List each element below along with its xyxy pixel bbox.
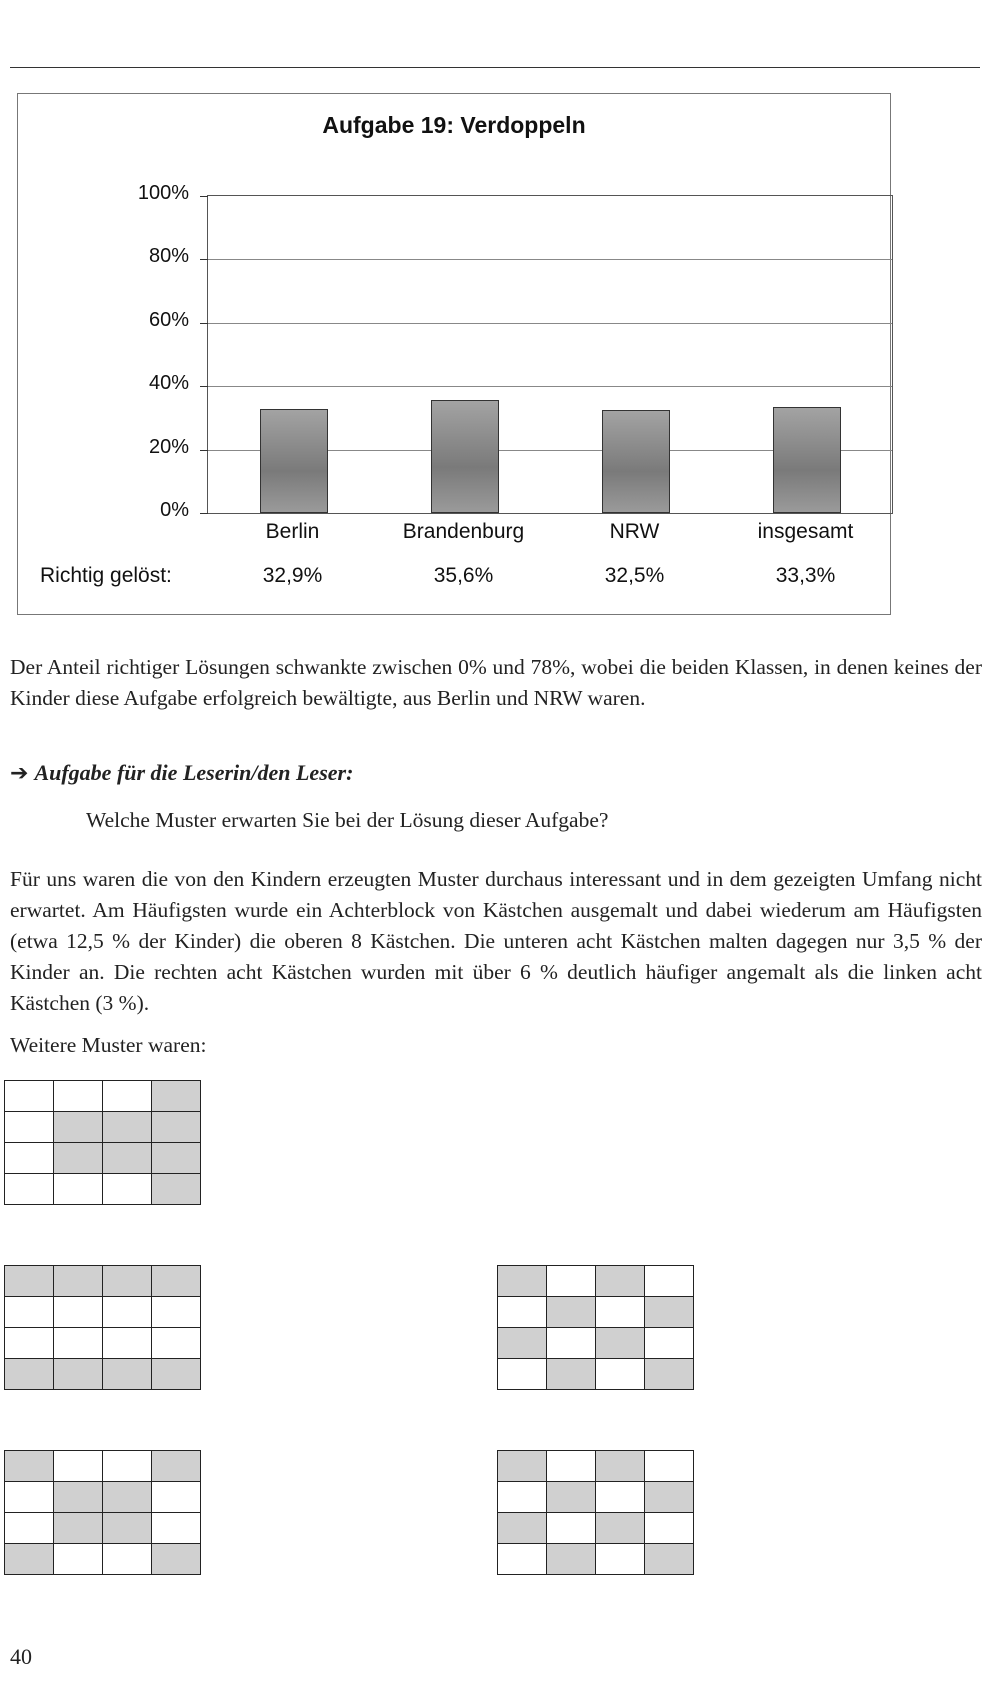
y-tick-mark — [200, 513, 208, 514]
gridline — [208, 386, 892, 387]
page-number: 40 — [10, 1644, 32, 1669]
y-tick-mark — [200, 323, 208, 324]
grid-cell-filled — [498, 1266, 547, 1297]
grid-cell-empty — [498, 1544, 547, 1575]
grid-cell-empty — [103, 1544, 152, 1575]
grid-cell-empty — [54, 1451, 103, 1482]
grid-cell-empty — [54, 1174, 103, 1205]
grid-cell-empty — [152, 1297, 201, 1328]
grid-cell-filled — [596, 1451, 645, 1482]
grid-cell-empty — [152, 1328, 201, 1359]
grid-cell-filled — [103, 1513, 152, 1544]
value-label: 32,5% — [604, 564, 665, 587]
grid-cell-empty — [152, 1513, 201, 1544]
y-tick-label: 60% — [148, 308, 189, 331]
x-category-label: insgesamt — [757, 520, 854, 543]
grid-cell-empty — [5, 1513, 54, 1544]
grid-cell-empty — [547, 1266, 596, 1297]
grid-cell-empty — [596, 1482, 645, 1513]
grid-cell-empty — [5, 1081, 54, 1112]
y-tick-mark — [200, 196, 208, 197]
grid-cell-filled — [54, 1513, 103, 1544]
y-tick-label: 20% — [148, 435, 189, 458]
pattern-grid-3 — [497, 1265, 694, 1390]
grid-cell-filled — [5, 1266, 54, 1297]
grid-cell-empty — [103, 1328, 152, 1359]
grid-cell-filled — [5, 1544, 54, 1575]
x-category-label: NRW — [609, 520, 660, 543]
bar-chart — [17, 93, 891, 615]
grid-cell-filled — [152, 1174, 201, 1205]
grid-cell-empty — [103, 1297, 152, 1328]
gridline — [208, 259, 892, 260]
grid-cell-empty — [596, 1359, 645, 1390]
pattern-grid-5 — [497, 1450, 694, 1575]
bar-nrw — [602, 410, 670, 513]
y-tick-mark — [200, 450, 208, 451]
grid-cell-filled — [645, 1297, 694, 1328]
grid-cell-filled — [498, 1451, 547, 1482]
task-heading — [10, 760, 353, 786]
grid-cell-filled — [152, 1143, 201, 1174]
grid-cell-filled — [152, 1451, 201, 1482]
grid-cell-filled — [152, 1544, 201, 1575]
chart-title: Aufgabe 19: Verdoppeln — [322, 112, 586, 138]
grid-cell-empty — [596, 1297, 645, 1328]
bar-berlin — [260, 409, 328, 513]
grid-cell-empty — [5, 1174, 54, 1205]
gridline — [208, 323, 892, 324]
grid-cell-filled — [498, 1328, 547, 1359]
grid-cell-empty — [103, 1081, 152, 1112]
grid-cell-empty — [645, 1266, 694, 1297]
x-category-label: Berlin — [265, 520, 320, 543]
grid-cell-filled — [152, 1359, 201, 1390]
bar-insgesamt — [773, 407, 841, 513]
grid-cell-empty — [152, 1482, 201, 1513]
grid-cell-filled — [5, 1359, 54, 1390]
grid-cell-filled — [103, 1482, 152, 1513]
grid-cell-empty — [54, 1328, 103, 1359]
grid-cell-empty — [54, 1081, 103, 1112]
bar-brandenburg — [431, 400, 499, 513]
grid-cell-empty — [103, 1451, 152, 1482]
paragraph-patterns: Für uns waren die von den Kindern erzeugten Muster durchaus interessant und in dem gezeigten Umfang nicht erwartet. Am Häufigsten wurde ein Achterblock von Kästchen ausgemalt und dabei wiederum am Häufigsten (etwa 12,5 % der Kinder) die oberen 8 Kästchen. Die unteren acht Kästchen malten dagegen nur 3,5 % der Kinder an. Die rechten acht Kästchen wurden mit über 6 % deutlich häufiger angemalt als die linken acht Kästchen (3 %). — [10, 867, 982, 1015]
paragraph-more-patterns: Weitere Muster waren: — [10, 1033, 207, 1057]
pattern-grid-1 — [4, 1080, 201, 1205]
grid-cell-filled — [54, 1359, 103, 1390]
grid-cell-filled — [152, 1266, 201, 1297]
grid-cell-filled — [596, 1266, 645, 1297]
grid-cell-filled — [103, 1112, 152, 1143]
grid-cell-filled — [103, 1359, 152, 1390]
value-label: 33,3% — [775, 564, 836, 587]
grid-cell-empty — [54, 1297, 103, 1328]
arrow-right-icon: ➔ — [10, 761, 29, 786]
grid-cell-empty — [498, 1482, 547, 1513]
grid-cell-filled — [645, 1482, 694, 1513]
grid-cell-empty — [103, 1174, 152, 1205]
grid-cell-empty — [5, 1482, 54, 1513]
y-tick-mark — [200, 259, 208, 260]
grid-cell-empty — [5, 1143, 54, 1174]
grid-cell-filled — [547, 1544, 596, 1575]
grid-cell-filled — [54, 1143, 103, 1174]
grid-cell-empty — [54, 1544, 103, 1575]
grid-cell-filled — [54, 1112, 103, 1143]
grid-cell-filled — [152, 1112, 201, 1143]
grid-cell-filled — [645, 1544, 694, 1575]
header-rule — [10, 67, 980, 68]
grid-cell-empty — [596, 1544, 645, 1575]
y-tick-label: 80% — [148, 245, 189, 268]
value-label: 35,6% — [433, 564, 494, 587]
grid-cell-empty — [5, 1328, 54, 1359]
grid-cell-empty — [645, 1451, 694, 1482]
grid-cell-filled — [103, 1143, 152, 1174]
grid-cell-empty — [5, 1112, 54, 1143]
grid-cell-filled — [547, 1297, 596, 1328]
grid-cell-empty — [645, 1328, 694, 1359]
y-tick-label: 40% — [148, 372, 189, 395]
grid-cell-filled — [547, 1482, 596, 1513]
grid-cell-filled — [596, 1513, 645, 1544]
grid-cell-filled — [5, 1451, 54, 1482]
pattern-grid-4 — [4, 1450, 201, 1575]
task-question: Welche Muster erwarten Sie bei der Lösung dieser Aufgabe? — [86, 808, 609, 832]
task-heading-text: Aufgabe für die Leserin/den Leser: — [34, 760, 354, 785]
y-tick-label: 0% — [160, 499, 189, 521]
grid-cell-filled — [596, 1328, 645, 1359]
grid-cell-empty — [498, 1297, 547, 1328]
grid-cell-filled — [547, 1359, 596, 1390]
x-category-label: Brandenburg — [402, 520, 525, 543]
paragraph-result: Der Anteil richtiger Lösungen schwankte zwischen 0% und 78%, wobei die beiden Klassen, in denen keines der Kinder diese Aufgabe erfolgreich bewältigte, aus Berlin und NRW waren. — [10, 655, 982, 710]
grid-cell-filled — [152, 1081, 201, 1112]
grid-cell-filled — [103, 1266, 152, 1297]
value-label: 32,9% — [262, 564, 323, 587]
grid-cell-empty — [5, 1297, 54, 1328]
grid-cell-filled — [54, 1266, 103, 1297]
grid-cell-empty — [498, 1359, 547, 1390]
y-tick-label: 100% — [137, 182, 189, 204]
grid-cell-empty — [645, 1513, 694, 1544]
y-tick-mark — [200, 386, 208, 387]
plot-area — [207, 195, 893, 514]
row-label-richtig-geloest: Richtig gelöst: — [40, 564, 172, 587]
grid-cell-filled — [645, 1359, 694, 1390]
grid-cell-empty — [547, 1328, 596, 1359]
grid-cell-empty — [547, 1451, 596, 1482]
grid-cell-filled — [498, 1513, 547, 1544]
grid-cell-filled — [54, 1482, 103, 1513]
grid-cell-empty — [547, 1513, 596, 1544]
pattern-grid-2 — [4, 1265, 201, 1390]
